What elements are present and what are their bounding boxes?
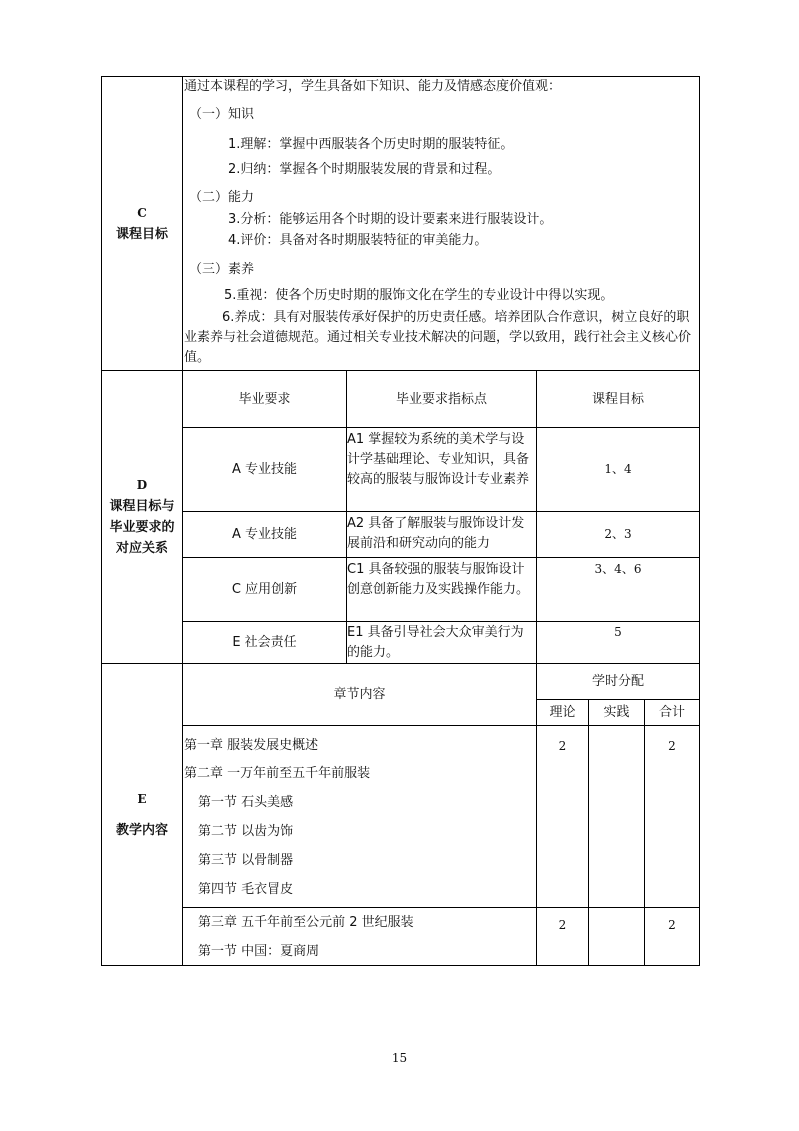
goal-item-3: 3.分析：能够运用各个时期的设计要素来进行服装设计。 bbox=[228, 212, 553, 227]
header-total: 合计 bbox=[658, 705, 685, 720]
section-d-title-line3: 对应关系 bbox=[115, 541, 168, 556]
indicator-cell: C1 具备较强的服装与服饰设计创意创新能力及实践操作能力。 bbox=[347, 562, 530, 597]
section-line: 第一节 中国：夏商周 bbox=[198, 944, 320, 959]
section-line: 第一节 石头美感 bbox=[198, 795, 294, 810]
section-line: 第四节 毛衣冒皮 bbox=[198, 882, 294, 897]
group-heading-knowledge: （一）知识 bbox=[189, 107, 255, 122]
section-e-label bbox=[102, 780, 182, 850]
group-heading-literacy: （三）素养 bbox=[189, 262, 255, 277]
requirement-cell: C 应用创新 bbox=[231, 582, 298, 597]
section-d-code: D bbox=[136, 478, 148, 492]
chapter-line: 第二章 一万年前至五千年前服装 bbox=[184, 766, 371, 781]
header-hours: 学时分配 bbox=[591, 674, 644, 689]
theory-hours: 2 bbox=[558, 918, 567, 932]
section-line: 第二节 以齿为饰 bbox=[198, 824, 294, 839]
group-heading-ability: （二）能力 bbox=[189, 190, 255, 205]
chapter-line: 第一章 服装发展史概述 bbox=[184, 738, 319, 753]
requirement-cell: A 专业技能 bbox=[231, 527, 298, 542]
header-requirement: 毕业要求 bbox=[238, 391, 291, 407]
total-hours: 2 bbox=[668, 739, 676, 753]
theory-hours: 2 bbox=[558, 739, 567, 753]
goals-cell: 5 bbox=[614, 625, 622, 639]
header-theory: 理论 bbox=[549, 705, 576, 720]
section-c-title: 课程目标 bbox=[115, 226, 168, 242]
page-number: 15 bbox=[391, 1051, 408, 1065]
goals-cell: 1、4 bbox=[604, 462, 632, 476]
section-d-title-line2: 毕业要求的 bbox=[109, 520, 175, 535]
goals-cell: 3、4、6 bbox=[594, 562, 642, 576]
goal-item-4: 4.评价：具备对各时期服装特征的审美能力。 bbox=[228, 233, 488, 248]
indicator-cell: E1 具备引导社会大众审美行为的能力。 bbox=[347, 625, 524, 660]
indicator-cell: A2 具备了解服装与服饰设计发展前沿和研究动向的能力 bbox=[347, 516, 525, 551]
goal-item-2: 2.归纳：掌握各个时期服装发展的背景和过程。 bbox=[228, 162, 501, 177]
goals-cell: 2、3 bbox=[604, 527, 632, 541]
section-e-code: E bbox=[137, 792, 147, 806]
indicator-cell: A1 掌握较为系统的美术学与设计学基础理论、专业知识，具备较高的服装与服饰设计专业素养 bbox=[347, 432, 530, 487]
goal-item-6: 6.养成：具有对服装传承好保护的历史责任感。培养团队合作意识，树立良好的职业素养与社会道德规范。通过相关专业技术解决的问题，学以致用，践行社会主义核心价值。 bbox=[184, 310, 692, 365]
total-hours: 2 bbox=[668, 918, 676, 932]
section-c-code: C bbox=[137, 205, 147, 220]
section-line: 第三节 以骨制器 bbox=[198, 853, 294, 868]
requirement-cell: E 社会责任 bbox=[232, 635, 297, 650]
section-d-label bbox=[102, 371, 182, 663]
section-c-label bbox=[102, 77, 182, 370]
section-e-title: 教学内容 bbox=[115, 823, 168, 838]
section-c-intro: 通过本课程的学习，学生具备如下知识、能力及情感态度价值观： bbox=[184, 79, 562, 94]
header-indicator: 毕业要求指标点 bbox=[395, 391, 487, 407]
goal-item-5: 5.重视：使各个历史时期的服饰文化在学生的专业设计中得以实现。 bbox=[224, 288, 614, 303]
requirement-cell: A 专业技能 bbox=[231, 462, 298, 477]
header-chapter-content: 章节内容 bbox=[333, 687, 386, 702]
header-goals: 课程目标 bbox=[591, 391, 644, 407]
section-d-title-line1: 课程目标与 bbox=[109, 499, 175, 514]
header-practice: 实践 bbox=[603, 705, 630, 720]
goal-item-1: 1.理解：掌握中西服装各个历史时期的服装特征。 bbox=[228, 137, 514, 152]
chapter-line: 第三章 五千年前至公元前 2 世纪服装 bbox=[198, 915, 414, 930]
